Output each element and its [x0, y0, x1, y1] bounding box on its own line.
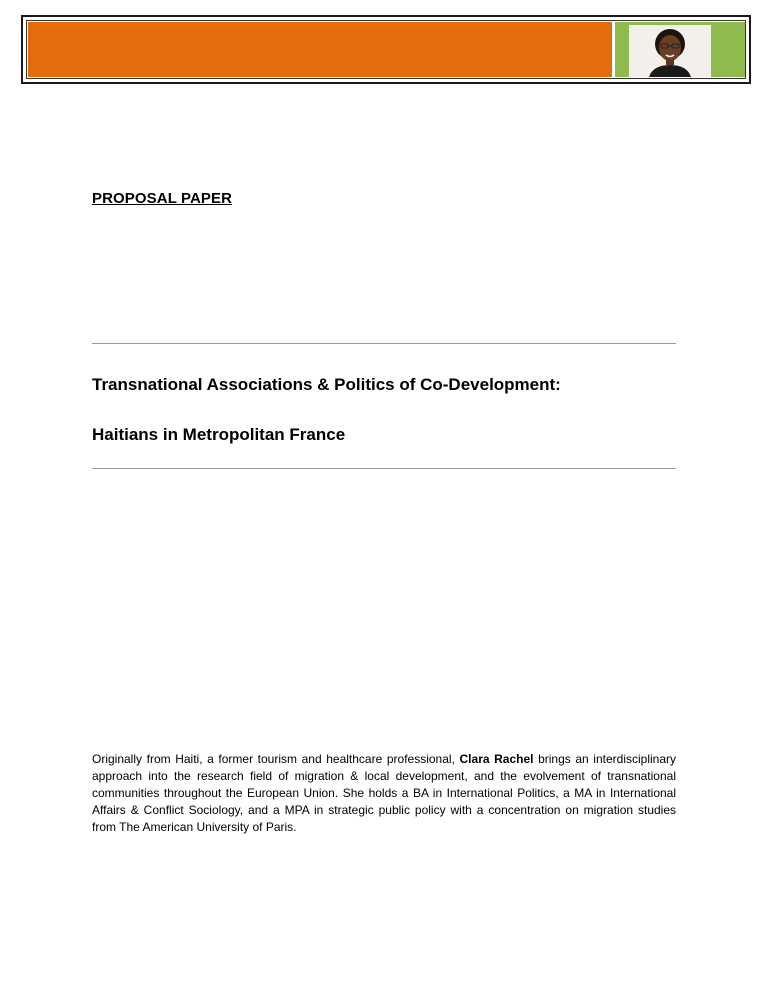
header-banner [21, 15, 751, 84]
title-top-divider [92, 343, 676, 344]
author-photo [629, 25, 711, 77]
document-subtitle: Haitians in Metropolitan France [92, 425, 346, 444]
document-title: Transnational Associations & Politics of Co-Development: [92, 375, 561, 394]
portrait-photo-icon [629, 25, 711, 77]
header-orange-band [28, 22, 612, 77]
document-label: PROPOSAL PAPER [92, 190, 233, 207]
bio-text-body: brings an interdisciplinary approach into the research field of migration & local development, and the evolvement of transnational communities throughout the European Union. She holds a BA in International Politics, a MA in International Affairs & Conflict Sociology, and a MPA in strategic public policy with a concentration on migration studies from The American University of Paris. [92, 752, 677, 834]
bio-text-intro: Originally from Haiti, a former tourism and healthcare professional, [92, 752, 460, 766]
author-bio [92, 751, 676, 836]
title-bottom-divider [92, 468, 676, 469]
author-name: Clara Rachel [459, 752, 534, 766]
